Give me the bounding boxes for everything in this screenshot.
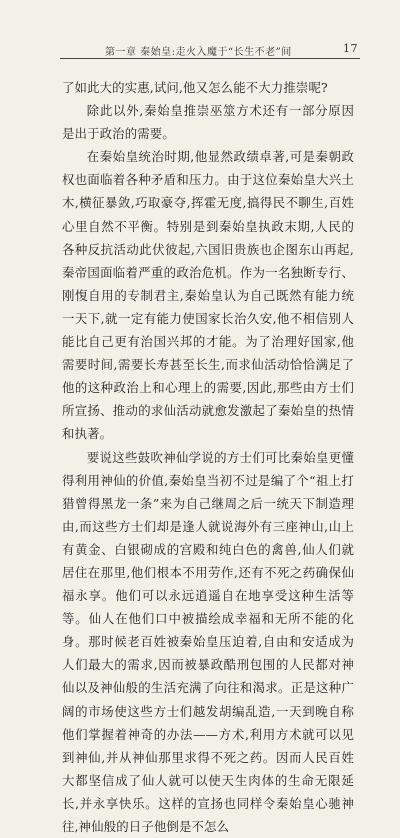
paragraph-continuation: 了如此大的实惠,试问,他又怎么能不大力推崇呢?	[62, 76, 354, 99]
running-header	[60, 42, 360, 59]
paragraph: 要说这些鼓吹神仙学说的方士们可比秦始皇更懂得利用神仙的价值,秦始皇当初不过是编了个“祖上打猎曾得黑龙一条”来为自己继周之后一统天下制造理由,而这些方士们却是逢人就说海外有三座神山,山上有黄金、白银砌成的宫殿和纯白色的禽兽,仙人们就居住在那里,他们根本不用劳作,还有不死之药确保仙福永享。他们可以永远逍遥自在地享受这种生活等等。仙人在他们口中被描绘成幸福和无所不能的化身。那时候老百姓被秦始皇压迫着,自由和安适成为人们最大的需求,因而被暴政酷刑包围的人民都对神仙以及神仙般的生活充满了向往和渴求。正是这种广阔的市场使这些方士们越发胡编乱造,一天到晚自称他们掌握着神奇的办法——方术,利用方术就可以见到神仙,并从神仙那里求得不死之药。因而人民百姓大都坚信成了仙人就可以使天生肉体的生命无限延长,并永享快乐。这样的宣扬也同样令秦始皇心驰神往,神仙般的日子他倒是不怎么	[62, 446, 354, 838]
page-number: 17	[343, 42, 358, 55]
paragraph: 除此以外,秦始皇推崇巫筮方术还有一部分原因是出于政治的需要。	[62, 99, 354, 145]
body-text	[62, 76, 354, 838]
paragraph: 在秦始皇统治时期,他显然政绩卓著,可是秦朝政权也面临着各种矛盾和压力。由于这位秦始皇大兴土木,横征暴敛,巧取豪夺,挥霍无度,搞得民不聊生,百姓心里自然不平衡。特别是到秦始皇执政末期,人民的各种反抗活动此伏彼起,六国旧贵族也企图东山再起,秦帝国面临着严重的政治危机。作为一名独断专行、刚愎自用的专制君主,秦始皇认为自己既然有能力统一天下,就一定有能力使国家长治久安,他不相信别人能比自己更有治国兴邦的才能。为了治理好国家,他需要时间,需要长寿甚至长生,而求仙活动恰恰满足了他的这种政治上和心理上的需要,因此,那些由方士们所宣扬、推动的求仙活动就愈发激起了秦始皇的热情和执著。	[62, 145, 354, 445]
chapter-title: 第一章 秦始皇:走火入魔于“长生不老”间	[105, 43, 292, 58]
